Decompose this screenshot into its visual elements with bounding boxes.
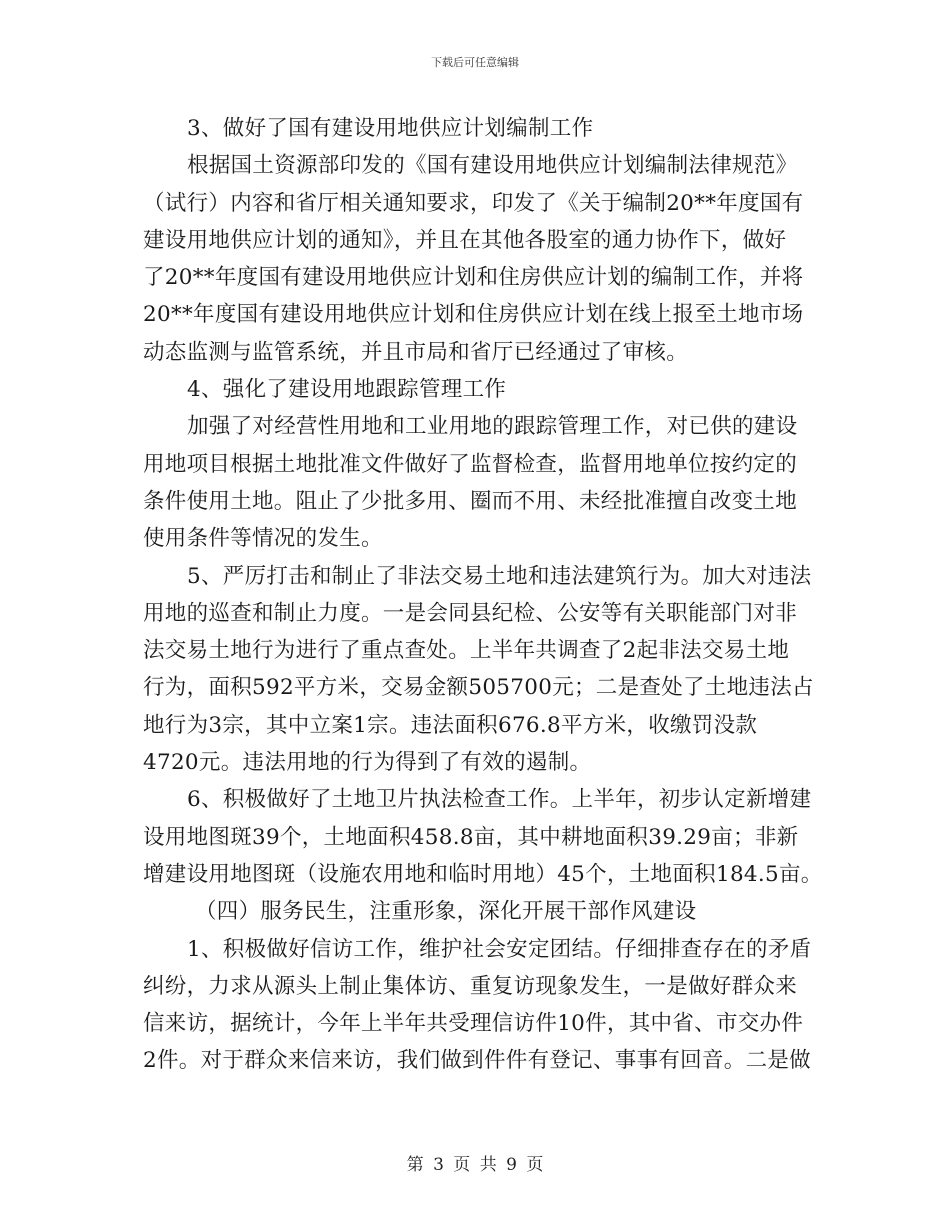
paragraph-line: 建设用地供应计划的通知》，并且在其他各股室的通力协作下，做好 (143, 227, 787, 253)
paragraph-line: 法交易土地行为进行了重点查处。上半年共调查了2起非法交易土地 (143, 638, 790, 664)
paragraph-line: 信来访，据统计，今年上半年共受理信访件10件，其中省、市交办件 (143, 1011, 804, 1037)
paragraph-line: 加强了对经营性用地和工业用地的跟踪管理工作，对已供的建设 (187, 414, 798, 440)
paragraph-line: 动态监测与监管系统，并且市局和省厅已经通过了审核。 (143, 339, 689, 365)
paragraph-line: 4720元。违法用地的行为得到了有效的遏制。 (143, 750, 592, 776)
paragraph-line-item-5: 5、严厉打击和制止了非法交易土地和违法建筑行为。加大对违法 (187, 563, 812, 589)
paragraph-line: 设用地图斑39个，土地面积458.8亩，其中耕地面积39.29亩；非新 (143, 824, 799, 850)
heading-item-4: 4、强化了建设用地跟踪管理工作 (187, 377, 507, 403)
paragraph-line: 地行为3宗，其中立案1宗。违法面积676.8平方米，收缴罚没款 (143, 712, 758, 738)
paragraph-line: 增建设用地图斑（设施农用地和临时用地）45个，土地面积184.5亩。 (143, 861, 823, 887)
page-footer: 第 3 页 共 9 页 (406, 1155, 544, 1175)
paragraph-line: 根据国土资源部印发的《国有建设用地供应计划编制法律规范》 (187, 153, 798, 179)
paragraph-line: 条件使用土地。阻止了少批多用、圈而不用、未经批准擅自改变土地 (143, 488, 798, 514)
paragraph-line: 了20**年度国有建设用地供应计划和住房供应计划的编制工作，并将 (143, 265, 804, 291)
paragraph-line-item-1: 1、积极做好信访工作，维护社会安定团结。仔细排查存在的矛盾 (187, 936, 812, 962)
paragraph-line: （试行）内容和省厅相关通知要求，印发了《关于编制20**年度国有 (143, 190, 804, 216)
page-header: 下载后可任意编辑 (431, 56, 519, 69)
document-body (143, 110, 823, 1080)
paragraph-line: 用地项目根据土地批准文件做好了监督检查，监督用地单位按约定的 (143, 451, 798, 477)
paragraph-line: 20**年度国有建设用地供应计划和住房供应计划在线上报至土地市场 (143, 302, 804, 328)
section-heading-4: （四）服务民生，注重形象，深化开展干部作风建设 (195, 899, 697, 925)
paragraph-line: 纠纷，力求从源头上制止集体访、重复访现象发生，一是做好群众来 (143, 973, 798, 999)
paragraph-line: 行为，面积592平方米，交易金额505700元；二是查处了土地违法占 (143, 675, 814, 701)
paragraph-line-item-6: 6、积极做好了土地卫片执法检查工作。上半年，初步认定新增建 (187, 787, 812, 813)
paragraph-line: 使用条件等情况的发生。 (143, 526, 383, 552)
heading-item-3: 3、做好了国有建设用地供应计划编制工作 (187, 116, 594, 141)
paragraph-line: 用地的巡查和制止力度。一是会同县纪检、公安等有关职能部门对非 (143, 600, 798, 626)
paragraph-line: 2件。对于群众来信来访，我们做到件件有登记、事事有回音。二是做 (143, 1048, 811, 1074)
